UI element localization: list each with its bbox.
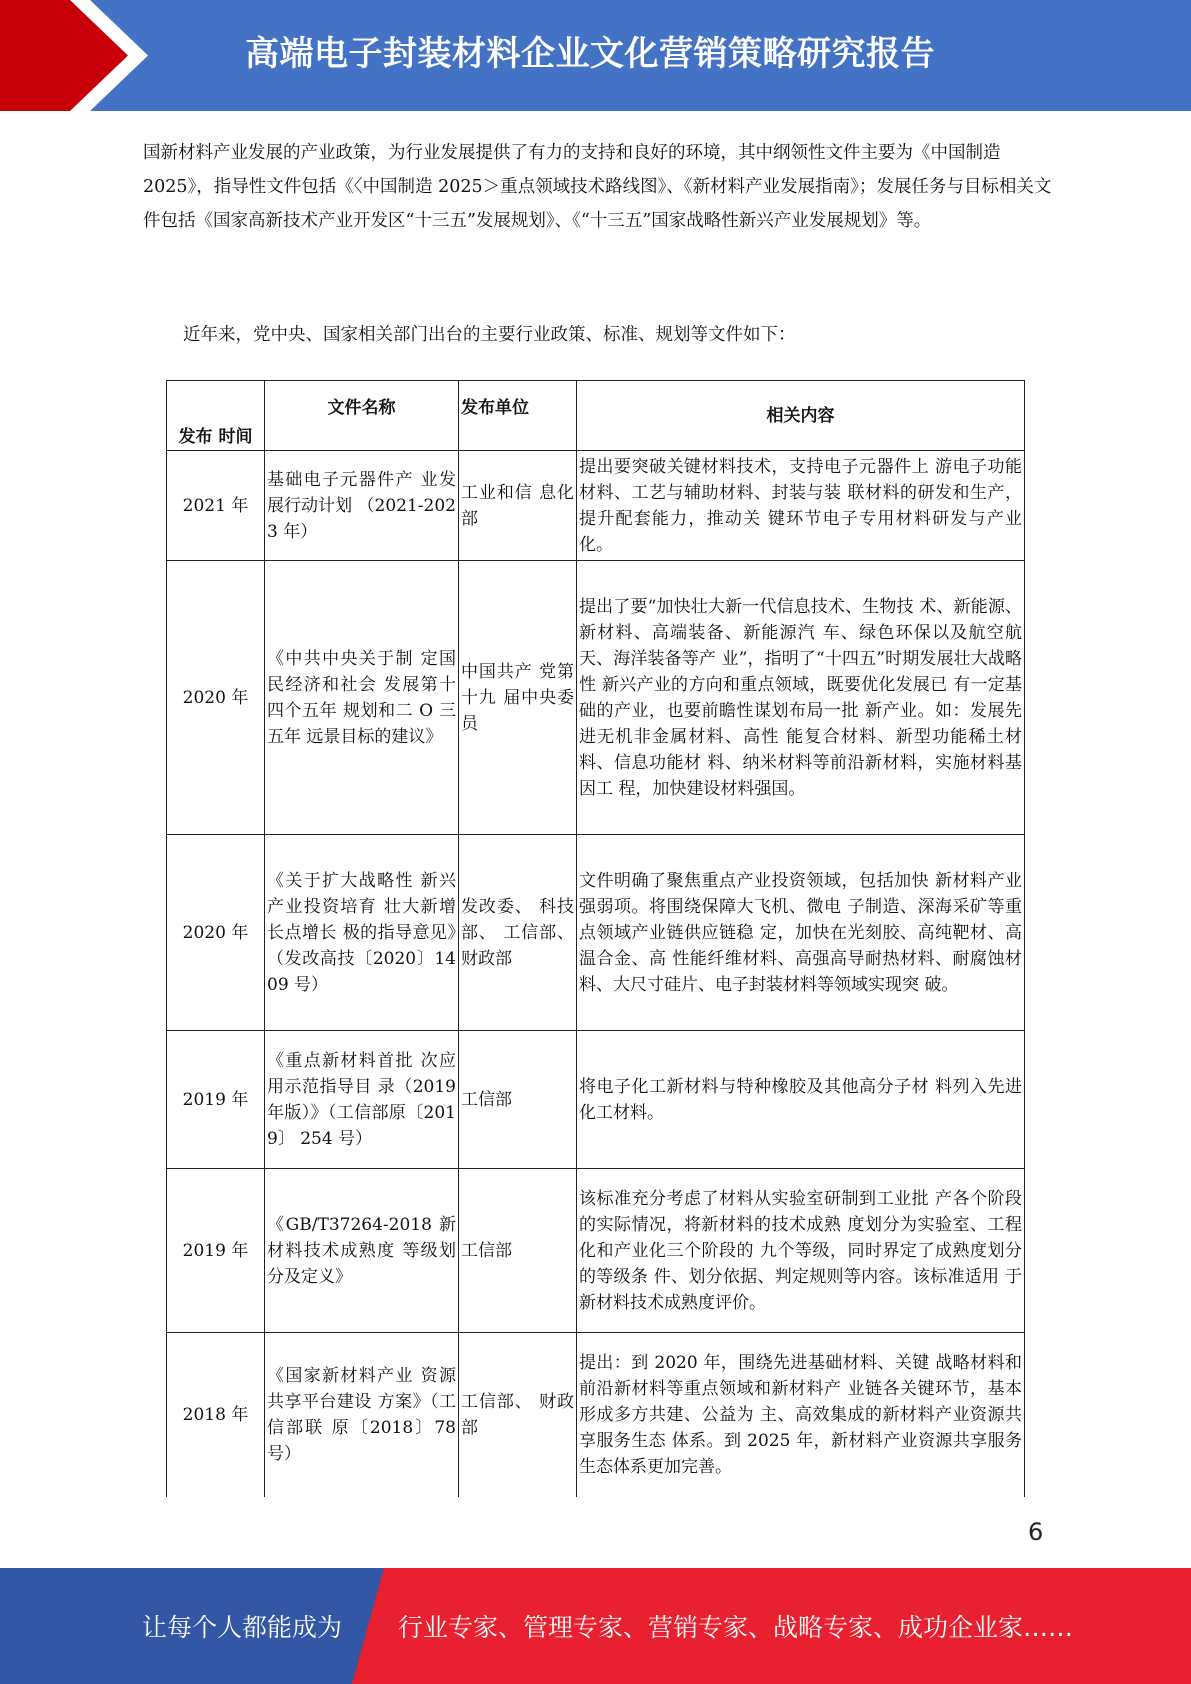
footer-slogan-left: 让每个人都能成为 — [142, 1613, 343, 1642]
row-name: 《中共中央关于制 定国民经济和社会 发展第十四个五年 规划和二 O 三五年 远景目标的建议》 — [265, 561, 459, 835]
row-unit: 工信部、 财政部 — [459, 1333, 577, 1497]
row-content: 提出了要“加快壮大新一代信息技术、生物技 术、新能源、新材料、高端装备、新能源汽 车、绿色环保以及航空航天、海洋装备等产 业”，指明了“十四五”时期发展壮大战略性 新兴产业的方向和重点领域，既要优化发展已 有一定基础的产业，也要前瞻性谋划布局一批 新产业。如：发展先进无机非金属材料、高性 能复合材料、新型功能稀土材料、信息功能材 料、纳米材料等前沿新材料，实施材料基因工 程，加快建设材料强国。 — [577, 561, 1025, 835]
header-name: 文件名称 — [265, 381, 459, 451]
table-intro-paragraph: 近年来，党中央、国家相关部门出台的主要行业政策、标准、规划等文件如下： — [183, 325, 796, 345]
row-year: 2019 年 — [167, 1031, 265, 1169]
table-row — [167, 561, 1025, 835]
table-row — [167, 451, 1025, 561]
page-footer — [0, 1568, 1191, 1684]
policy-table — [166, 380, 1025, 1497]
row-content: 文件明确了聚焦重点产业投资领域，包括加快 新材料产业强弱项。将围绕保障大飞机、微电 子制造、深海采矿等重点领域产业链供应链稳 定，加快在光刻胶、高纯靶材、高温合金、高 性能纤维材料、高强高导耐热材料、耐腐蚀材 料、大尺寸硅片、电子封装材料等领域实现突 破。 — [577, 835, 1025, 1031]
row-year: 2018 年 — [167, 1333, 265, 1497]
row-content: 该标准充分考虑了材料从实验室研制到工业批 产各个阶段的实际情况，将新材料的技术成熟 度划分为实验室、工程化和产业化三个阶段的 九个等级，同时界定了成熟度划分的等级条 件、划分依据、判定规则等内容。该标准适用 于新材料技术成熟度评价。 — [577, 1169, 1025, 1333]
header-unit: 发布单位 — [459, 381, 577, 451]
row-year: 2020 年 — [167, 561, 265, 835]
row-unit: 工业和信 息化部 — [459, 451, 577, 561]
table-header-row — [167, 381, 1025, 451]
row-content: 将电子化工新材料与特种橡胶及其他高分子材 料列入先进化工材料。 — [577, 1031, 1025, 1169]
table-row — [167, 1169, 1025, 1333]
row-unit: 工信部 — [459, 1031, 577, 1169]
row-name: 《国家新材料产业 资源共享平台建设 方案》（工信部联 原〔2018〕78 号） — [265, 1333, 459, 1497]
header-content: 相关内容 — [577, 381, 1025, 451]
page-number: 6 — [1028, 1518, 1044, 1546]
row-content: 提出：到 2020 年，围绕先进基础材料、关键 战略材料和前沿新材料等重点领域和新材料产 业链各关键环节，基本形成多方共建、公益为 主、高效集成的新材料产业资源共享服务生态 体系。到 2025 年，新材料产业资源共享服务 生态体系更加完善。 — [577, 1333, 1025, 1497]
row-name: 《关于扩大战略性 新兴产业投资培育 壮大新增长点增长 极的指导意见》（发改高技〔2020〕1409 号） — [265, 835, 459, 1031]
row-name: 《GB/T37264-2018 新材料技术成熟度 等级划分及定义》 — [265, 1169, 459, 1333]
row-year: 2020 年 — [167, 835, 265, 1031]
row-year: 2019 年 — [167, 1169, 265, 1333]
intro-paragraph: 国新材料产业发展的产业政策，为行业发展提供了有力的支持和良好的环境，其中纲领性文件主要为《中国制造 2025》，指导性文件包括《〈中国制造 2025＞重点领域技术路线图》、《新材料产业发展指南》；发展任务与目标相关文件包括《国家高新技术产业开发区“十三五”发展规划》、《“十三五”国家战略性新兴产业发展规划》等。 — [143, 143, 1052, 231]
header-year: 发布 时间 — [167, 381, 265, 451]
report-title: 高端电子封装材料企业文化营销策略研究报告 — [245, 34, 935, 74]
footer-slogan-right: 行业专家、管理专家、营销专家、战略专家、成功企业家…… — [398, 1613, 1074, 1642]
table-row — [167, 1333, 1025, 1497]
table-row — [167, 835, 1025, 1031]
table-row — [167, 1031, 1025, 1169]
row-unit: 发改委、 科技部、 工信部、 财政部 — [459, 835, 577, 1031]
row-year: 2021 年 — [167, 451, 265, 561]
row-content: 提出要突破关键材料技术，支持电子元器件上 游电子功能材料、工艺与辅助材料、封装与装 联材料的研发和生产，提升配套能力，推动关 键环节电子专用材料研发与产业化。 — [577, 451, 1025, 561]
row-unit: 中国共产 党第十九 届中央委 员 — [459, 561, 577, 835]
row-name: 《重点新材料首批 次应用示范指导目 录（2019 年版）》（工信部原〔2019〕 254 号） — [265, 1031, 459, 1169]
header-arrow-icon — [0, 0, 200, 111]
row-unit: 工信部 — [459, 1169, 577, 1333]
page-header — [0, 0, 1191, 111]
row-name: 基础电子元器件产 业发展行动计划 （2021-2023 年） — [265, 451, 459, 561]
